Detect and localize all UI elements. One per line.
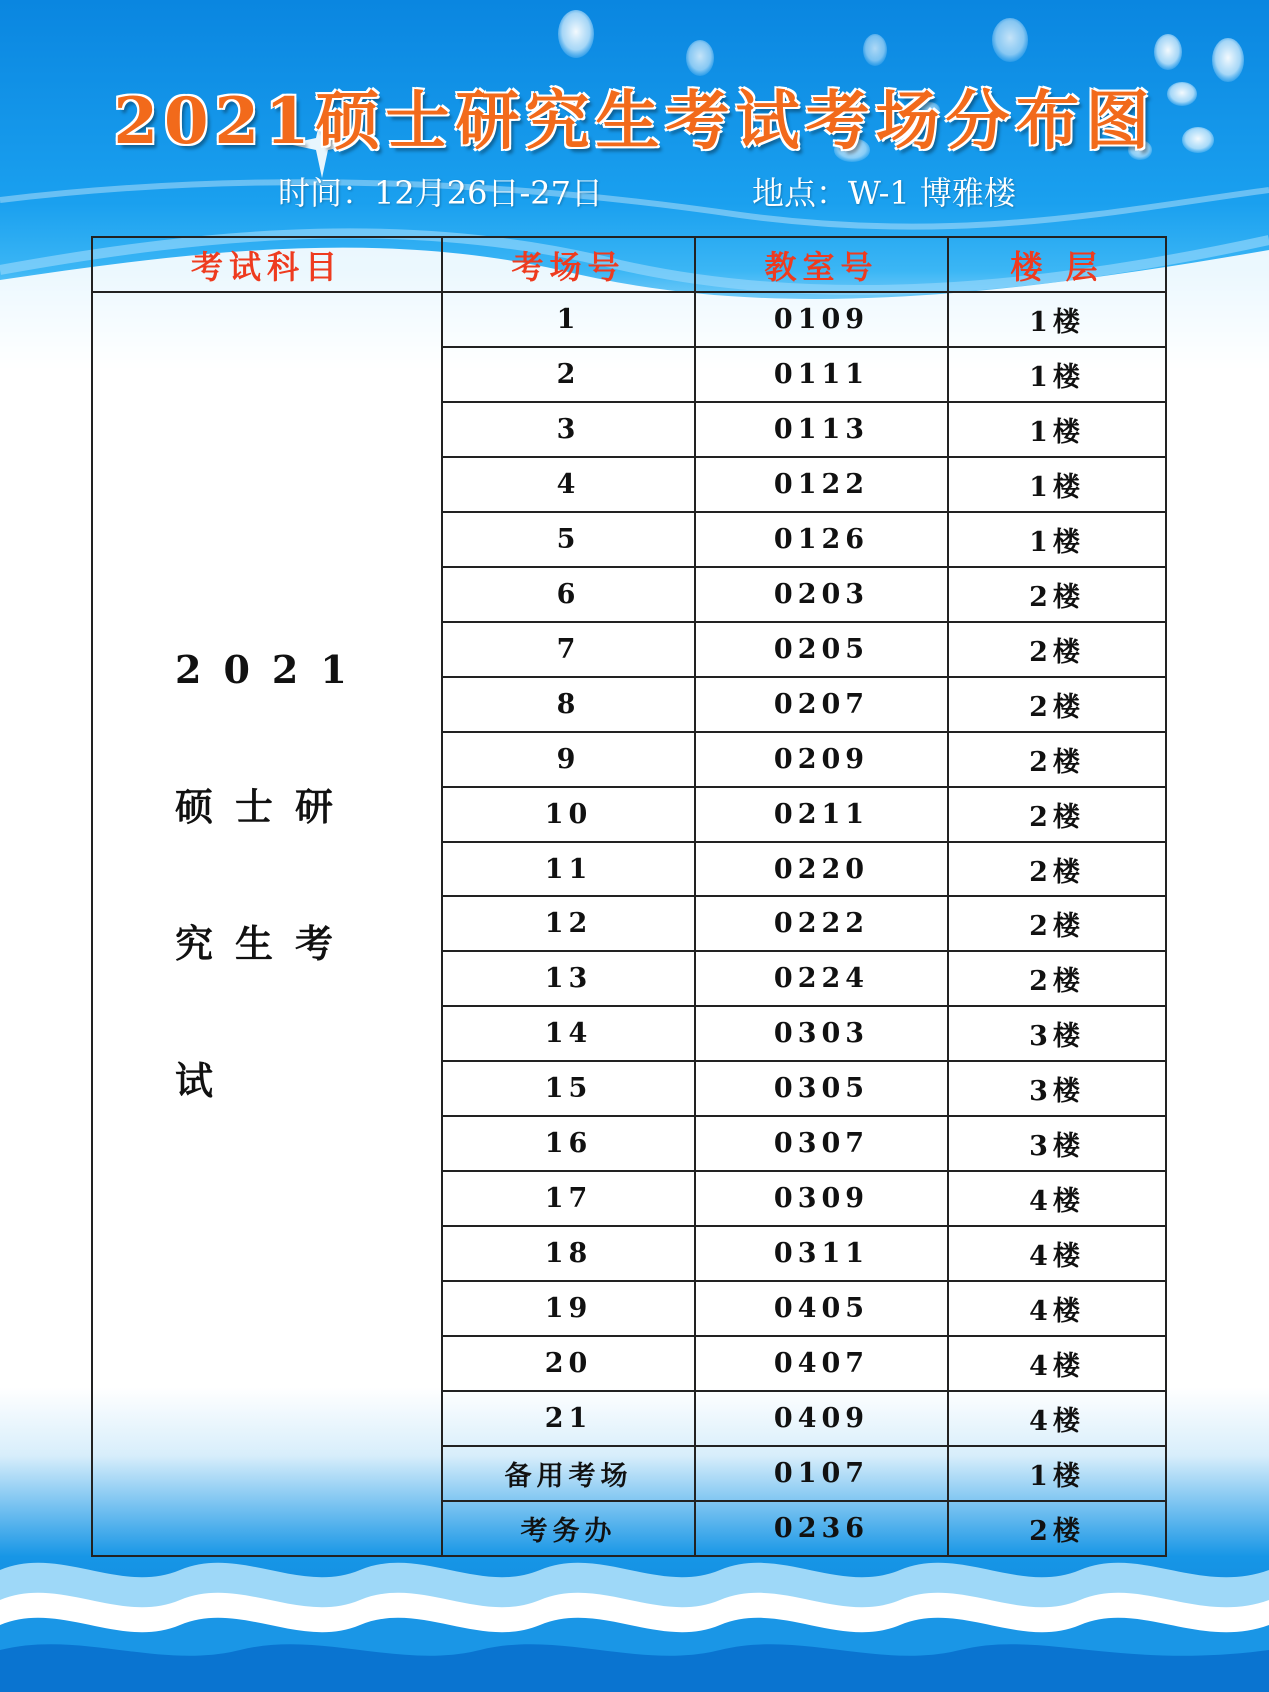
table-header-row xyxy=(92,237,1166,292)
classroom-cell: 0309 xyxy=(695,1171,948,1226)
classroom-cell: 0220 xyxy=(695,842,948,897)
header-subject: 考试科目 xyxy=(92,237,442,292)
classroom-cell: 0211 xyxy=(695,787,948,842)
room-no-cell: 6 xyxy=(442,567,695,622)
classroom-cell: 0224 xyxy=(695,951,948,1006)
room-no-cell: 10 xyxy=(442,787,695,842)
floor-cell: 2楼 xyxy=(948,842,1166,897)
room-no-cell: 3 xyxy=(442,402,695,457)
exam-room-table xyxy=(91,236,1167,1557)
floor-cell: 2楼 xyxy=(948,732,1166,787)
classroom-cell: 0307 xyxy=(695,1116,948,1171)
room-no-cell: 考务办 xyxy=(442,1501,695,1556)
room-no-cell: 4 xyxy=(442,457,695,512)
classroom-cell: 0109 xyxy=(695,292,948,347)
room-no-cell: 9 xyxy=(442,732,695,787)
subject-line: 硕士研 xyxy=(175,784,356,829)
room-no-cell: 17 xyxy=(442,1171,695,1226)
subject-lines xyxy=(93,647,441,1198)
room-no-cell: 2 xyxy=(442,347,695,402)
floor-cell: 1楼 xyxy=(948,512,1166,567)
room-no-cell: 8 xyxy=(442,677,695,732)
classroom-cell: 0107 xyxy=(695,1446,948,1501)
exam-place: 地点：W-1 博雅楼 xyxy=(752,174,1016,212)
floor-cell: 4楼 xyxy=(948,1391,1166,1446)
classroom-cell: 0407 xyxy=(695,1336,948,1391)
subject-line: 试 xyxy=(175,1058,236,1103)
classroom-cell: 0203 xyxy=(695,567,948,622)
classroom-cell: 0303 xyxy=(695,1006,948,1061)
floor-cell: 2楼 xyxy=(948,951,1166,1006)
header-room-no: 考场号 xyxy=(442,237,695,292)
classroom-cell: 0222 xyxy=(695,896,948,951)
classroom-cell: 0209 xyxy=(695,732,948,787)
subject-cell xyxy=(92,292,442,1556)
floor-cell: 2楼 xyxy=(948,787,1166,842)
classroom-cell: 0305 xyxy=(695,1061,948,1116)
subject-line: 究生考 xyxy=(175,921,356,966)
table-body xyxy=(92,292,1166,1556)
room-no-cell: 18 xyxy=(442,1226,695,1281)
classroom-cell: 0111 xyxy=(695,347,948,402)
classroom-cell: 0113 xyxy=(695,402,948,457)
floor-cell: 3楼 xyxy=(948,1006,1166,1061)
classroom-cell: 0205 xyxy=(695,622,948,677)
classroom-cell: 0405 xyxy=(695,1281,948,1336)
floor-cell: 1楼 xyxy=(948,292,1166,347)
classroom-cell: 0236 xyxy=(695,1501,948,1556)
floor-cell: 4楼 xyxy=(948,1281,1166,1336)
room-no-cell: 5 xyxy=(442,512,695,567)
room-no-cell: 21 xyxy=(442,1391,695,1446)
exam-time: 时间：12月26日-27日 xyxy=(278,174,603,212)
room-no-cell: 1 xyxy=(442,292,695,347)
floor-cell: 1楼 xyxy=(948,402,1166,457)
poster-title: 2021硕士研究生考试考场分布图 xyxy=(113,84,1156,159)
classroom-cell: 0126 xyxy=(695,512,948,567)
header-floor: 楼 层 xyxy=(948,237,1166,292)
room-no-cell: 备用考场 xyxy=(442,1446,695,1501)
floor-cell: 2楼 xyxy=(948,1501,1166,1556)
floor-cell: 4楼 xyxy=(948,1171,1166,1226)
classroom-cell: 0409 xyxy=(695,1391,948,1446)
room-no-cell: 20 xyxy=(442,1336,695,1391)
room-no-cell: 15 xyxy=(442,1061,695,1116)
header-classroom: 教室号 xyxy=(695,237,948,292)
floor-cell: 1楼 xyxy=(948,347,1166,402)
classroom-cell: 0122 xyxy=(695,457,948,512)
room-no-cell: 19 xyxy=(442,1281,695,1336)
room-no-cell: 12 xyxy=(442,896,695,951)
table-row xyxy=(92,292,1166,347)
floor-cell: 2楼 xyxy=(948,896,1166,951)
classroom-cell: 0311 xyxy=(695,1226,948,1281)
floor-cell: 3楼 xyxy=(948,1116,1166,1171)
floor-cell: 1楼 xyxy=(948,457,1166,512)
floor-cell: 2楼 xyxy=(948,567,1166,622)
floor-cell: 3楼 xyxy=(948,1061,1166,1116)
subject-line: 2021 xyxy=(175,647,369,692)
floor-cell: 1楼 xyxy=(948,1446,1166,1501)
floor-cell: 4楼 xyxy=(948,1226,1166,1281)
classroom-cell: 0207 xyxy=(695,677,948,732)
room-no-cell: 16 xyxy=(442,1116,695,1171)
room-no-cell: 11 xyxy=(442,842,695,897)
floor-cell: 2楼 xyxy=(948,622,1166,677)
room-no-cell: 13 xyxy=(442,951,695,1006)
room-no-cell: 14 xyxy=(442,1006,695,1061)
room-no-cell: 7 xyxy=(442,622,695,677)
floor-cell: 4楼 xyxy=(948,1336,1166,1391)
floor-cell: 2楼 xyxy=(948,677,1166,732)
